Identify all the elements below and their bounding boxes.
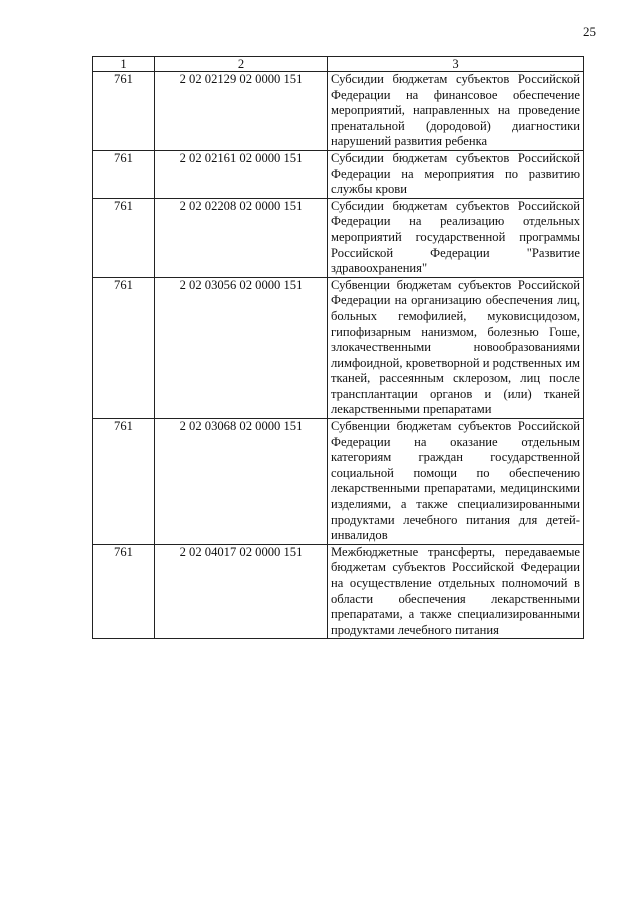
table-row xyxy=(93,198,584,277)
revenue-code-cell: 2 02 02161 02 0000 151 xyxy=(155,150,328,198)
revenue-code-cell: 2 02 03068 02 0000 151 xyxy=(155,419,328,545)
header-col-1: 1 xyxy=(93,57,155,72)
admin-code-cell: 761 xyxy=(93,198,155,277)
revenue-name-cell: Субвенции бюджетам субъектов Российской Федерации на оказание отдельным категориям граждан государственной социальной помощи по обеспечению лекарственными препаратами, медицинскими изделиями, а также специализированными продуктами лечебного питания для детей-инвалидов xyxy=(328,419,584,545)
table-row xyxy=(93,544,584,639)
revenue-name-cell: Субсидии бюджетам субъектов Российской Федерации на реализацию отдельных мероприятий государственной программы Российской Федерации "Развитие здравоохранения" xyxy=(328,198,584,277)
revenue-code-cell: 2 02 04017 02 0000 151 xyxy=(155,544,328,639)
header-row xyxy=(93,57,584,72)
table-row xyxy=(93,277,584,418)
revenue-code-cell: 2 02 02208 02 0000 151 xyxy=(155,198,328,277)
page-number: 25 xyxy=(583,24,596,39)
revenue-code-cell: 2 02 02129 02 0000 151 xyxy=(155,72,328,151)
table-row xyxy=(93,150,584,198)
budget-classification-table xyxy=(92,56,584,639)
revenue-name-cell: Субвенции бюджетам субъектов Российской Федерации на организацию обеспечения лиц, больных гемофилией, муковисцидозом, гипофизарным нанизмом, болезнью Гоше, злокачественными новообразованиями лимфоидной, кроветворной и родственных им тканей, рассеянным склерозом, лиц после трансплантации органов и (или) тканей лекарственными препаратами xyxy=(328,277,584,418)
revenue-name-cell: Межбюджетные трансферты, передаваемые бюджетам субъектов Российской Федерации на осуществление отдельных полномочий в области обеспечения лекарственными препаратами, а также специализированными продуктами лечебного питания xyxy=(328,544,584,639)
admin-code-cell: 761 xyxy=(93,72,155,151)
admin-code-cell: 761 xyxy=(93,277,155,418)
header-col-2: 2 xyxy=(155,57,328,72)
revenue-name-cell: Субсидии бюджетам субъектов Российской Федерации на мероприятия по развитию службы крови xyxy=(328,150,584,198)
table-row xyxy=(93,72,584,151)
admin-code-cell: 761 xyxy=(93,544,155,639)
admin-code-cell: 761 xyxy=(93,419,155,545)
revenue-code-cell: 2 02 03056 02 0000 151 xyxy=(155,277,328,418)
header-col-3: 3 xyxy=(328,57,584,72)
admin-code-cell: 761 xyxy=(93,150,155,198)
revenue-name-cell: Субсидии бюджетам субъектов Российской Федерации на финансовое обеспечение мероприятий, направленных на проведение пренатальной (дородовой) диагностики нарушений развития ребенка xyxy=(328,72,584,151)
table-row xyxy=(93,419,584,545)
